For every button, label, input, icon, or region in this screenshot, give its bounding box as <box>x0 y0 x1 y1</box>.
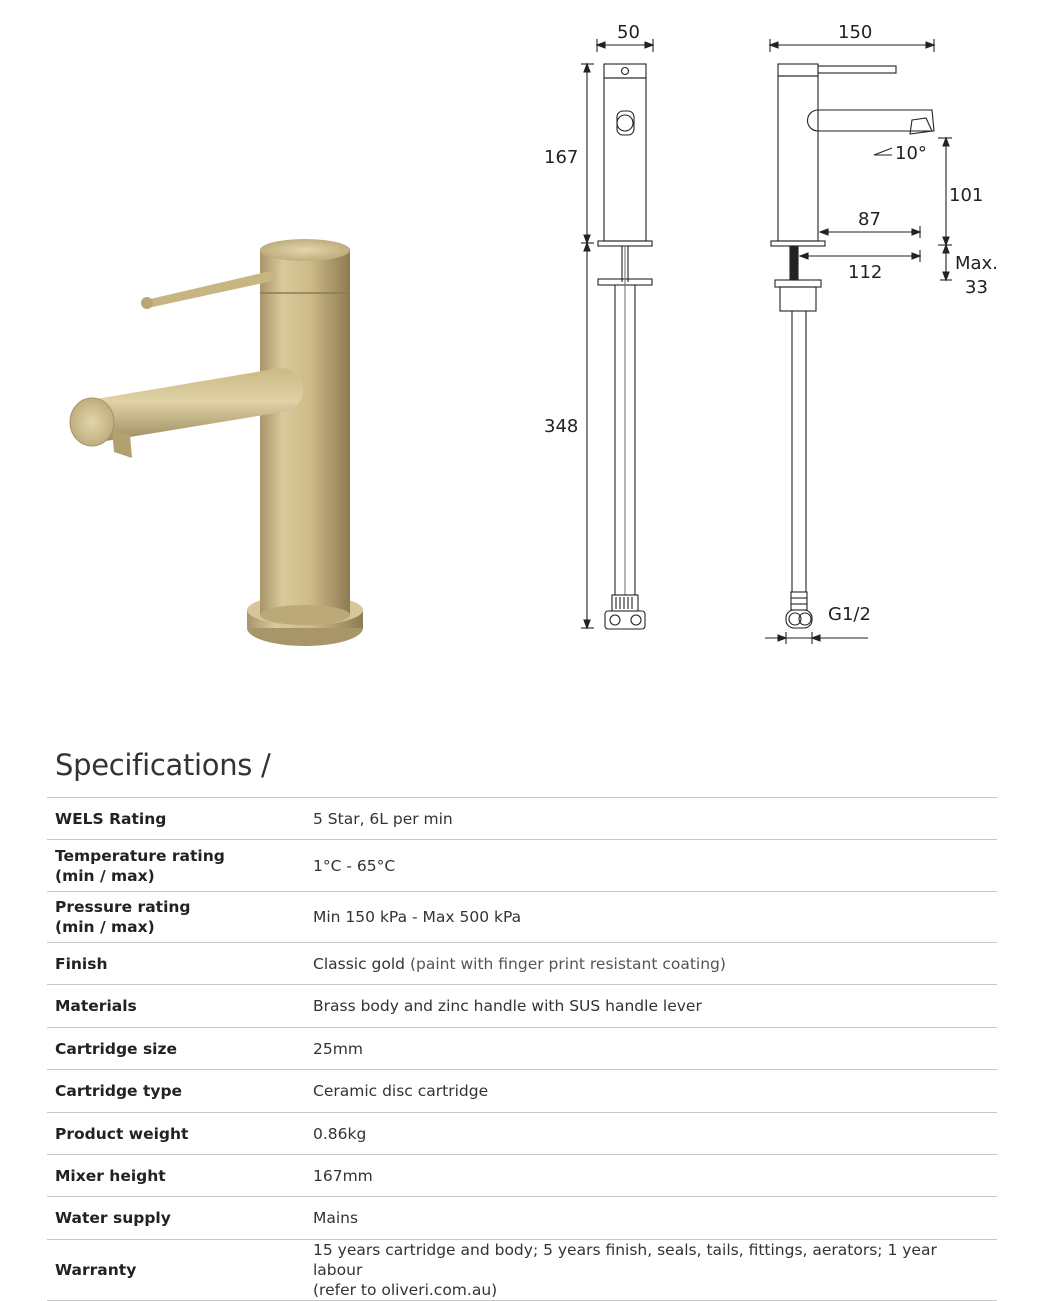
table-row <box>47 943 997 985</box>
spec-value-line: 15 years cartridge and body; 5 years finish, seals, tails, fittings, aerators; 1 year labour <box>313 1241 937 1279</box>
specifications-table <box>47 797 997 1301</box>
spec-label: Mixer height <box>47 1155 305 1197</box>
specifications-title: Specifications / <box>55 748 271 782</box>
spec-label-line: Temperature rating <box>55 846 225 865</box>
table-row <box>47 798 997 840</box>
spec-label: WELS Rating <box>47 798 305 840</box>
dim-clearance: 101 <box>949 185 984 206</box>
spec-label-line: Pressure rating <box>55 898 191 916</box>
spec-label: Warranty <box>47 1240 305 1301</box>
dim-reach: 87 <box>858 209 881 230</box>
spec-value: Mains <box>305 1197 997 1240</box>
spec-label: Finish <box>47 943 305 985</box>
spec-value: Ceramic disc cartridge <box>305 1070 997 1113</box>
dim-tail-length: 348 <box>544 416 579 437</box>
spec-label: Cartridge type <box>47 1070 305 1113</box>
spec-value <box>305 1240 997 1301</box>
table-row <box>47 1240 997 1301</box>
tap-product-image <box>50 230 380 670</box>
dim-height-front: 167 <box>544 147 579 168</box>
spec-label <box>47 840 305 892</box>
spec-label: Product weight <box>47 1113 305 1155</box>
dim-reach-total: 112 <box>848 262 883 283</box>
dim-thread: G1/2 <box>828 604 871 625</box>
spec-value: 0.86kg <box>305 1113 997 1155</box>
spec-value: Min 150 kPa - Max 500 kPa <box>305 892 997 943</box>
dim-max-value: 33 <box>965 277 988 298</box>
spec-label: Cartridge size <box>47 1028 305 1070</box>
spec-value-main: Classic gold <box>313 954 406 973</box>
spec-value: 5 Star, 6L per min <box>305 798 997 840</box>
spec-label-line: (min / max) <box>55 866 155 885</box>
technical-drawing <box>520 0 1064 700</box>
dim-width-side: 150 <box>838 22 873 43</box>
table-row <box>47 1155 997 1197</box>
spec-value: 1°C - 65°C <box>305 840 997 892</box>
front-view-outline <box>598 64 652 629</box>
spec-label: Materials <box>47 985 305 1028</box>
spec-label-line: (min / max) <box>55 918 155 936</box>
spec-value-note: (paint with finger print resistant coating) <box>409 954 726 973</box>
table-row <box>47 985 997 1028</box>
dim-max-label: Max. <box>955 253 998 274</box>
table-row <box>47 1028 997 1070</box>
dim-width-front: 50 <box>617 22 640 43</box>
table-row <box>47 1070 997 1113</box>
spec-label: Water supply <box>47 1197 305 1240</box>
spec-value-line: (refer to oliveri.com.au) <box>313 1281 498 1299</box>
table-row <box>47 892 997 943</box>
spec-value: Brass body and zinc handle with SUS handle lever <box>305 985 997 1028</box>
table-row <box>47 1197 997 1240</box>
table-row <box>47 840 997 892</box>
spec-label <box>47 892 305 943</box>
dim-angle: 10° <box>895 143 927 164</box>
spec-value: 167mm <box>305 1155 997 1197</box>
spec-value: 25mm <box>305 1028 997 1070</box>
spec-value <box>305 943 997 985</box>
table-row <box>47 1113 997 1155</box>
